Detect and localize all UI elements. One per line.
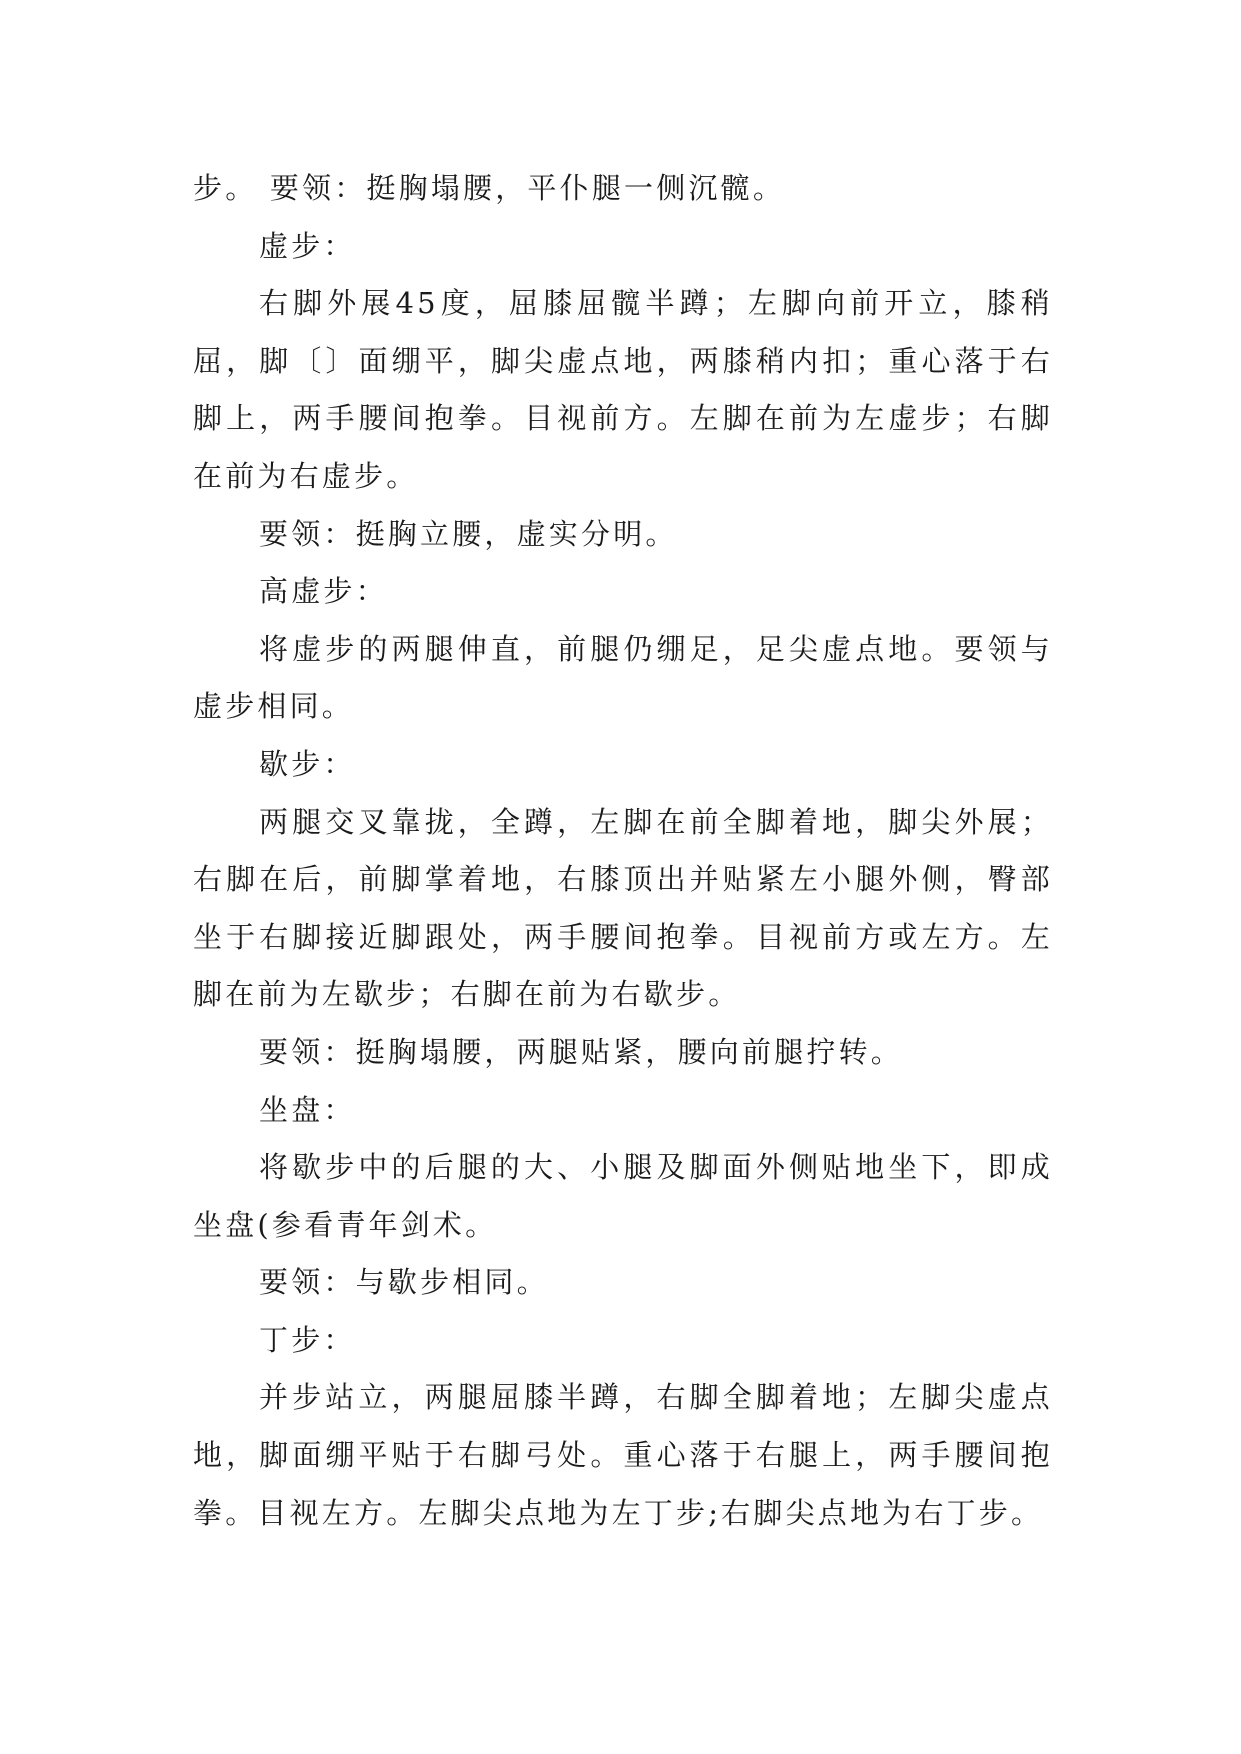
heading-dingbu: 丁步： <box>259 1322 356 1357</box>
paragraph-xiebu: 两腿交叉靠拢，全蹲，左脚在前全脚着地，脚尖外展；右脚在后，前脚掌着地，右膝顶出并贴紧左小腿外侧，臀部坐于右脚接近脚跟处，两手腰间抱拳。目视前方或左方。左脚在前为左歇步；右脚在前为右歇步。 <box>193 804 1053 1012</box>
paragraph-zuopan-key: 要领：与歇步相同。 <box>259 1265 549 1300</box>
body-text <box>193 160 1053 1542</box>
paragraph-zuopan: 将歇步中的后腿的大、小腿及脚面外侧贴地坐下，即成坐盘(参看青年剑术。 <box>193 1150 1053 1242</box>
paragraph-continuation: 步。 要领：挺胸塌腰，平仆腿一侧沉髋。 <box>193 171 786 205</box>
heading-xubu: 虚步： <box>259 228 356 263</box>
paragraph-dingbu: 并步站立，两腿屈膝半蹲，右脚全脚着地；左脚尖虚点地，脚面绷平贴于右脚弓处。重心落于右腿上，两手腰间抱拳。目视左方。左脚尖点地为左丁步;右脚尖点地为右丁步。 <box>193 1380 1053 1530</box>
heading-gaoxubu: 高虚步： <box>259 574 388 609</box>
paragraph-xubu-key: 要领：挺胸立腰，虚实分明。 <box>259 516 678 551</box>
heading-zuopan: 坐盘： <box>259 1092 356 1127</box>
paragraph-xubu: 右脚外展45度，屈膝屈髋半蹲；左脚向前开立，膝稍屈，脚〔〕面绷平，脚尖虚点地，两膝稍内扣；重心落于右脚上，两手腰间抱拳。目视前方。左脚在前为左虚步；右脚在前为右虚步。 <box>193 286 1053 493</box>
heading-xiebu: 歇步： <box>259 746 356 781</box>
paragraph-gaoxubu: 将虚步的两腿伸直，前腿仍绷足，足尖虚点地。要领与虚步相同。 <box>193 631 1053 724</box>
paragraph-xiebu-key: 要领：挺胸塌腰，两腿贴紧，腰向前腿拧转。 <box>259 1034 904 1069</box>
